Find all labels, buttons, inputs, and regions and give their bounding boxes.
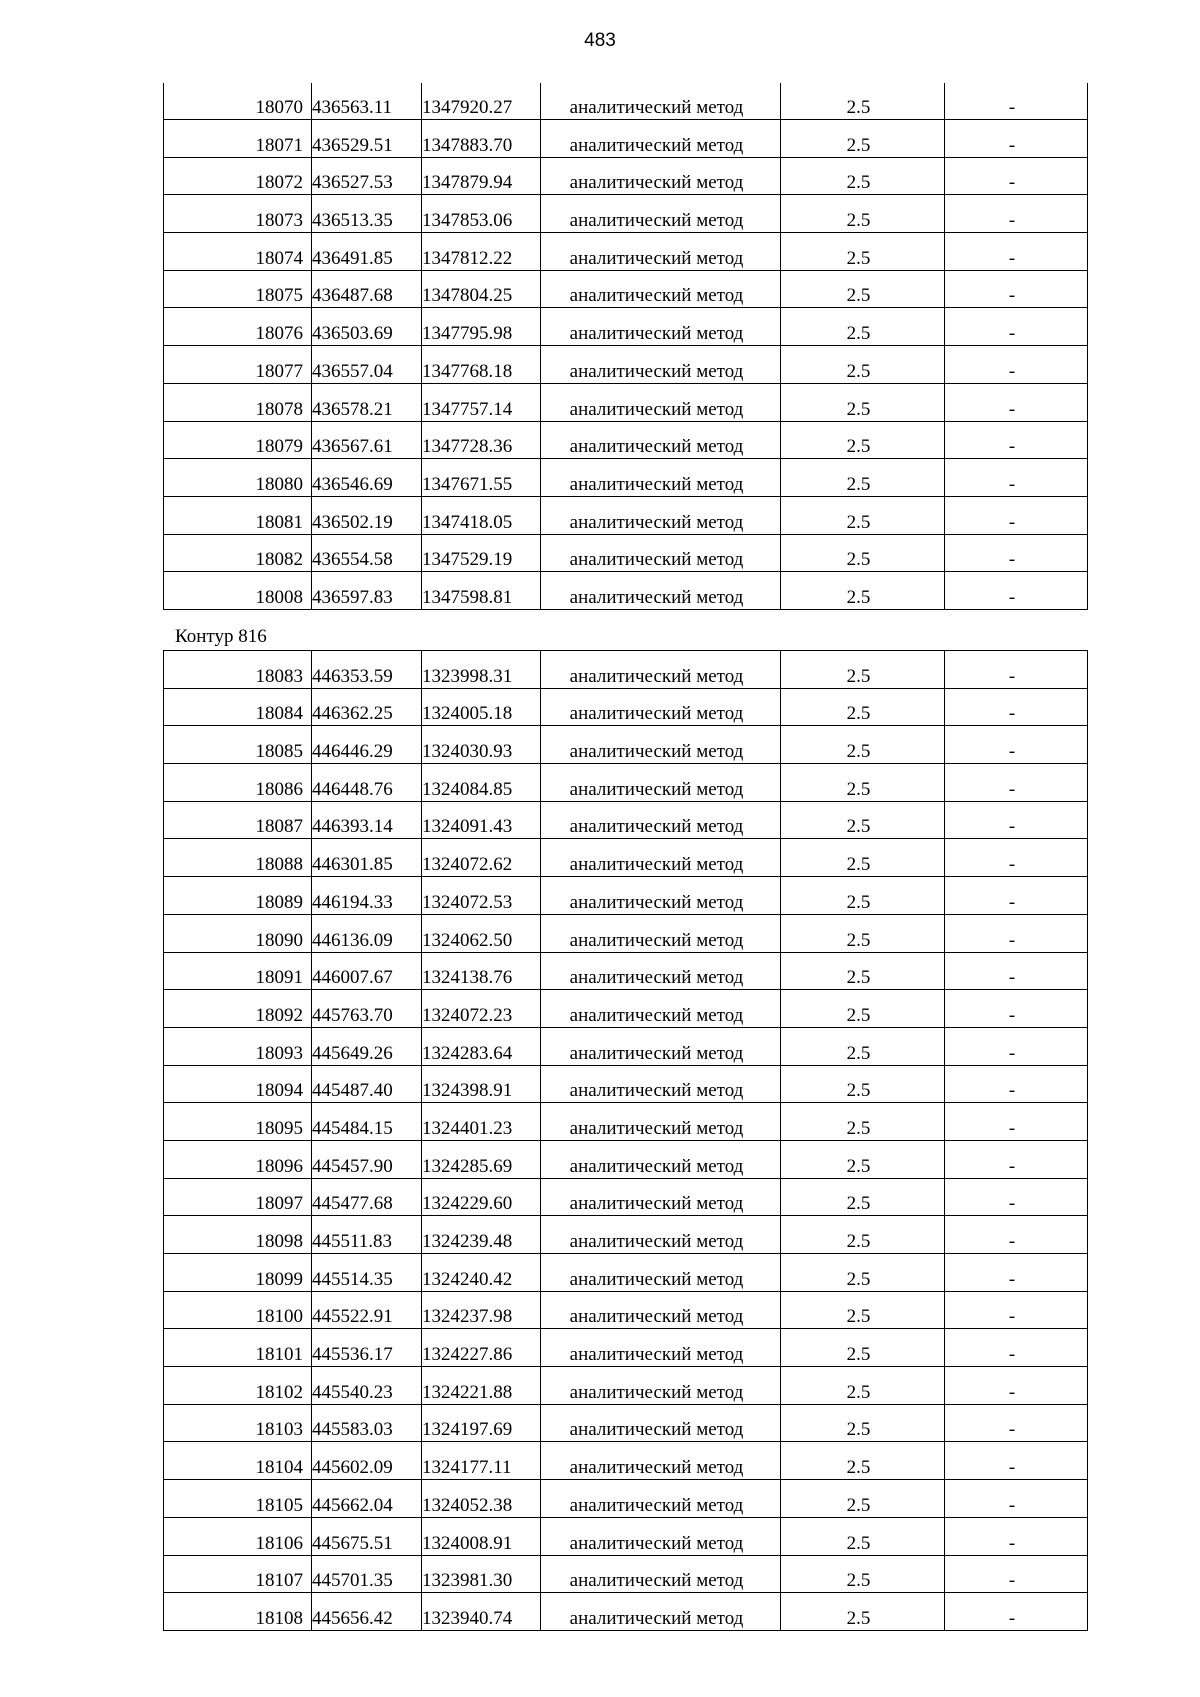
method-cell: аналитический метод: [541, 1404, 781, 1442]
y-coordinate-cell: 1324052.38: [422, 1480, 541, 1518]
x-coordinate-cell: 436529.51: [312, 120, 422, 158]
method-cell: аналитический метод: [541, 726, 781, 764]
y-coordinate-cell: 1324008.91: [422, 1517, 541, 1555]
point-number-cell: 18096: [164, 1140, 312, 1178]
y-coordinate-cell: 1324091.43: [422, 801, 541, 839]
y-coordinate-cell: 1324283.64: [422, 1027, 541, 1065]
y-coordinate-cell: 1347728.36: [422, 421, 541, 459]
point-number-cell: 18079: [164, 421, 312, 459]
method-cell: аналитический метод: [541, 764, 781, 802]
note-cell: -: [945, 1216, 1088, 1254]
x-coordinate-cell: 436578.21: [312, 383, 422, 421]
note-cell: -: [945, 1329, 1088, 1367]
x-coordinate-cell: 445484.15: [312, 1103, 422, 1141]
point-number-cell: 18088: [164, 839, 312, 877]
accuracy-cell: 2.5: [781, 1593, 945, 1631]
x-coordinate-cell: 436557.04: [312, 346, 422, 384]
point-number-cell: 18103: [164, 1404, 312, 1442]
point-number-cell: 18087: [164, 801, 312, 839]
method-cell: аналитический метод: [541, 459, 781, 497]
point-number-cell: 18075: [164, 270, 312, 308]
accuracy-cell: 2.5: [781, 270, 945, 308]
note-cell: -: [945, 1555, 1088, 1593]
point-number-cell: 18102: [164, 1367, 312, 1405]
point-number-cell: 18008: [164, 572, 312, 610]
y-coordinate-cell: 1347920.27: [422, 83, 541, 120]
note-cell: -: [945, 651, 1088, 689]
method-cell: аналитический метод: [541, 877, 781, 915]
table-row: [164, 534, 1088, 572]
y-coordinate-cell: 1324005.18: [422, 688, 541, 726]
table-row: [164, 726, 1088, 764]
accuracy-cell: 2.5: [781, 1178, 945, 1216]
coordinates-table-contour-816: [163, 650, 1088, 1631]
method-cell: аналитический метод: [541, 1442, 781, 1480]
x-coordinate-cell: 446362.25: [312, 688, 422, 726]
table-row: [164, 1480, 1088, 1518]
table-row: [164, 914, 1088, 952]
y-coordinate-cell: 1324401.23: [422, 1103, 541, 1141]
note-cell: -: [945, 1442, 1088, 1480]
point-number-cell: 18090: [164, 914, 312, 952]
point-number-cell: 18076: [164, 308, 312, 346]
page-number: 483: [584, 30, 616, 51]
note-cell: -: [945, 346, 1088, 384]
accuracy-cell: 2.5: [781, 1517, 945, 1555]
note-cell: -: [945, 1140, 1088, 1178]
x-coordinate-cell: 445522.91: [312, 1291, 422, 1329]
note-cell: -: [945, 1291, 1088, 1329]
point-number-cell: 18084: [164, 688, 312, 726]
x-coordinate-cell: 436546.69: [312, 459, 422, 497]
note-cell: -: [945, 459, 1088, 497]
x-coordinate-cell: 446448.76: [312, 764, 422, 802]
method-cell: аналитический метод: [541, 383, 781, 421]
x-coordinate-cell: 445701.35: [312, 1555, 422, 1593]
y-coordinate-cell: 1324084.85: [422, 764, 541, 802]
table-row: [164, 1442, 1088, 1480]
method-cell: аналитический метод: [541, 83, 781, 120]
x-coordinate-cell: 436487.68: [312, 270, 422, 308]
y-coordinate-cell: 1347598.81: [422, 572, 541, 610]
table-row: [164, 270, 1088, 308]
accuracy-cell: 2.5: [781, 1027, 945, 1065]
method-cell: аналитический метод: [541, 1480, 781, 1518]
y-coordinate-cell: 1324240.42: [422, 1254, 541, 1292]
y-coordinate-cell: 1324062.50: [422, 914, 541, 952]
note-cell: -: [945, 801, 1088, 839]
y-coordinate-cell: 1324239.48: [422, 1216, 541, 1254]
y-coordinate-cell: 1324398.91: [422, 1065, 541, 1103]
y-coordinate-cell: 1347671.55: [422, 459, 541, 497]
note-cell: -: [945, 421, 1088, 459]
method-cell: аналитический метод: [541, 1065, 781, 1103]
table-row: [164, 1065, 1088, 1103]
method-cell: аналитический метод: [541, 195, 781, 233]
note-cell: -: [945, 1103, 1088, 1141]
x-coordinate-cell: 436554.58: [312, 534, 422, 572]
table-row: [164, 1178, 1088, 1216]
note-cell: -: [945, 726, 1088, 764]
note-cell: -: [945, 534, 1088, 572]
table-row: [164, 1593, 1088, 1631]
method-cell: аналитический метод: [541, 1555, 781, 1593]
accuracy-cell: 2.5: [781, 233, 945, 271]
table-row: [164, 1404, 1088, 1442]
point-number-cell: 18099: [164, 1254, 312, 1292]
accuracy-cell: 2.5: [781, 383, 945, 421]
table-row: [164, 308, 1088, 346]
note-cell: -: [945, 1517, 1088, 1555]
accuracy-cell: 2.5: [781, 346, 945, 384]
note-cell: -: [945, 1027, 1088, 1065]
method-cell: аналитический метод: [541, 233, 781, 271]
method-cell: аналитический метод: [541, 1329, 781, 1367]
note-cell: -: [945, 1178, 1088, 1216]
point-number-cell: 18081: [164, 496, 312, 534]
table-row: [164, 1103, 1088, 1141]
point-number-cell: 18105: [164, 1480, 312, 1518]
note-cell: -: [945, 572, 1088, 610]
note-cell: -: [945, 1593, 1088, 1631]
point-number-cell: 18100: [164, 1291, 312, 1329]
note-cell: -: [945, 120, 1088, 158]
y-coordinate-cell: 1347879.94: [422, 157, 541, 195]
point-number-cell: 18093: [164, 1027, 312, 1065]
table-row: [164, 1367, 1088, 1405]
y-coordinate-cell: 1324285.69: [422, 1140, 541, 1178]
x-coordinate-cell: 445662.04: [312, 1480, 422, 1518]
y-coordinate-cell: 1347757.14: [422, 383, 541, 421]
accuracy-cell: 2.5: [781, 1254, 945, 1292]
table-row: [164, 83, 1088, 120]
x-coordinate-cell: 445602.09: [312, 1442, 422, 1480]
x-coordinate-cell: 445763.70: [312, 990, 422, 1028]
note-cell: -: [945, 839, 1088, 877]
table-row: [164, 1216, 1088, 1254]
x-coordinate-cell: 445457.90: [312, 1140, 422, 1178]
y-coordinate-cell: 1347853.06: [422, 195, 541, 233]
table-row: [164, 572, 1088, 610]
accuracy-cell: 2.5: [781, 459, 945, 497]
y-coordinate-cell: 1324030.93: [422, 726, 541, 764]
note-cell: -: [945, 914, 1088, 952]
x-coordinate-cell: 445583.03: [312, 1404, 422, 1442]
point-number-cell: 18107: [164, 1555, 312, 1593]
x-coordinate-cell: 445540.23: [312, 1367, 422, 1405]
method-cell: аналитический метод: [541, 157, 781, 195]
point-number-cell: 18094: [164, 1065, 312, 1103]
accuracy-cell: 2.5: [781, 688, 945, 726]
y-coordinate-cell: 1347795.98: [422, 308, 541, 346]
table-row: [164, 233, 1088, 271]
accuracy-cell: 2.5: [781, 1065, 945, 1103]
note-cell: -: [945, 1367, 1088, 1405]
x-coordinate-cell: 446353.59: [312, 651, 422, 689]
method-cell: аналитический метод: [541, 496, 781, 534]
method-cell: аналитический метод: [541, 801, 781, 839]
x-coordinate-cell: 446194.33: [312, 877, 422, 915]
table-row: [164, 764, 1088, 802]
y-coordinate-cell: 1324237.98: [422, 1291, 541, 1329]
accuracy-cell: 2.5: [781, 764, 945, 802]
point-number-cell: 18077: [164, 346, 312, 384]
x-coordinate-cell: 446393.14: [312, 801, 422, 839]
method-cell: аналитический метод: [541, 952, 781, 990]
y-coordinate-cell: 1324072.23: [422, 990, 541, 1028]
point-number-cell: 18078: [164, 383, 312, 421]
y-coordinate-cell: 1347529.19: [422, 534, 541, 572]
method-cell: аналитический метод: [541, 1027, 781, 1065]
note-cell: -: [945, 195, 1088, 233]
method-cell: аналитический метод: [541, 534, 781, 572]
y-coordinate-cell: 1323981.30: [422, 1555, 541, 1593]
method-cell: аналитический метод: [541, 1216, 781, 1254]
accuracy-cell: 2.5: [781, 120, 945, 158]
note-cell: -: [945, 83, 1088, 120]
point-number-cell: 18083: [164, 651, 312, 689]
point-number-cell: 18106: [164, 1517, 312, 1555]
table-row: [164, 383, 1088, 421]
accuracy-cell: 2.5: [781, 1329, 945, 1367]
x-coordinate-cell: 436563.11: [312, 83, 422, 120]
accuracy-cell: 2.5: [781, 157, 945, 195]
x-coordinate-cell: 436567.61: [312, 421, 422, 459]
y-coordinate-cell: 1347883.70: [422, 120, 541, 158]
accuracy-cell: 2.5: [781, 195, 945, 233]
table-row: [164, 1329, 1088, 1367]
point-number-cell: 18089: [164, 877, 312, 915]
x-coordinate-cell: 446136.09: [312, 914, 422, 952]
table-row: [164, 1555, 1088, 1593]
x-coordinate-cell: 436513.35: [312, 195, 422, 233]
method-cell: аналитический метод: [541, 1103, 781, 1141]
y-coordinate-cell: 1324177.11: [422, 1442, 541, 1480]
x-coordinate-cell: 445477.68: [312, 1178, 422, 1216]
table-row: [164, 120, 1088, 158]
method-cell: аналитический метод: [541, 308, 781, 346]
note-cell: -: [945, 1065, 1088, 1103]
method-cell: аналитический метод: [541, 346, 781, 384]
coordinates-table-top: [163, 83, 1088, 610]
method-cell: аналитический метод: [541, 1178, 781, 1216]
point-number-cell: 18104: [164, 1442, 312, 1480]
table-row: [164, 195, 1088, 233]
note-cell: -: [945, 383, 1088, 421]
method-cell: аналитический метод: [541, 1291, 781, 1329]
point-number-cell: 18092: [164, 990, 312, 1028]
accuracy-cell: 2.5: [781, 1140, 945, 1178]
method-cell: аналитический метод: [541, 270, 781, 308]
method-cell: аналитический метод: [541, 651, 781, 689]
x-coordinate-cell: 445487.40: [312, 1065, 422, 1103]
note-cell: -: [945, 1480, 1088, 1518]
method-cell: аналитический метод: [541, 421, 781, 459]
accuracy-cell: 2.5: [781, 1367, 945, 1405]
y-coordinate-cell: 1324138.76: [422, 952, 541, 990]
contour-label: Контур 816: [175, 626, 267, 647]
y-coordinate-cell: 1347812.22: [422, 233, 541, 271]
note-cell: -: [945, 233, 1088, 271]
y-coordinate-cell: 1347804.25: [422, 270, 541, 308]
x-coordinate-cell: 445536.17: [312, 1329, 422, 1367]
x-coordinate-cell: 445514.35: [312, 1254, 422, 1292]
x-coordinate-cell: 445675.51: [312, 1517, 422, 1555]
point-number-cell: 18072: [164, 157, 312, 195]
table-row: [164, 421, 1088, 459]
accuracy-cell: 2.5: [781, 83, 945, 120]
point-number-cell: 18071: [164, 120, 312, 158]
x-coordinate-cell: 446446.29: [312, 726, 422, 764]
note-cell: -: [945, 496, 1088, 534]
accuracy-cell: 2.5: [781, 990, 945, 1028]
y-coordinate-cell: 1324072.62: [422, 839, 541, 877]
y-coordinate-cell: 1347768.18: [422, 346, 541, 384]
note-cell: -: [945, 764, 1088, 802]
accuracy-cell: 2.5: [781, 1555, 945, 1593]
accuracy-cell: 2.5: [781, 1216, 945, 1254]
accuracy-cell: 2.5: [781, 534, 945, 572]
table-row: [164, 839, 1088, 877]
method-cell: аналитический метод: [541, 1140, 781, 1178]
note-cell: -: [945, 308, 1088, 346]
accuracy-cell: 2.5: [781, 877, 945, 915]
x-coordinate-cell: 446007.67: [312, 952, 422, 990]
point-number-cell: 18095: [164, 1103, 312, 1141]
accuracy-cell: 2.5: [781, 572, 945, 610]
y-coordinate-cell: 1324227.86: [422, 1329, 541, 1367]
note-cell: -: [945, 952, 1088, 990]
table-row: [164, 1254, 1088, 1292]
y-coordinate-cell: 1323940.74: [422, 1593, 541, 1631]
note-cell: -: [945, 877, 1088, 915]
accuracy-cell: 2.5: [781, 914, 945, 952]
table-row: [164, 877, 1088, 915]
table-row: [164, 157, 1088, 195]
note-cell: -: [945, 1404, 1088, 1442]
accuracy-cell: 2.5: [781, 839, 945, 877]
x-coordinate-cell: 445656.42: [312, 1593, 422, 1631]
note-cell: -: [945, 1254, 1088, 1292]
method-cell: аналитический метод: [541, 120, 781, 158]
point-number-cell: 18073: [164, 195, 312, 233]
method-cell: аналитический метод: [541, 990, 781, 1028]
point-number-cell: 18108: [164, 1593, 312, 1631]
x-coordinate-cell: 436503.69: [312, 308, 422, 346]
table-row: [164, 952, 1088, 990]
accuracy-cell: 2.5: [781, 496, 945, 534]
x-coordinate-cell: 445511.83: [312, 1216, 422, 1254]
x-coordinate-cell: 436502.19: [312, 496, 422, 534]
y-coordinate-cell: 1323998.31: [422, 651, 541, 689]
note-cell: -: [945, 688, 1088, 726]
x-coordinate-cell: 445649.26: [312, 1027, 422, 1065]
accuracy-cell: 2.5: [781, 1404, 945, 1442]
accuracy-cell: 2.5: [781, 308, 945, 346]
method-cell: аналитический метод: [541, 572, 781, 610]
table-row: [164, 990, 1088, 1028]
table-row: [164, 1027, 1088, 1065]
accuracy-cell: 2.5: [781, 726, 945, 764]
y-coordinate-cell: 1324229.60: [422, 1178, 541, 1216]
point-number-cell: 18091: [164, 952, 312, 990]
note-cell: -: [945, 270, 1088, 308]
point-number-cell: 18070: [164, 83, 312, 120]
x-coordinate-cell: 436491.85: [312, 233, 422, 271]
point-number-cell: 18082: [164, 534, 312, 572]
point-number-cell: 18098: [164, 1216, 312, 1254]
point-number-cell: 18097: [164, 1178, 312, 1216]
x-coordinate-cell: 436597.83: [312, 572, 422, 610]
y-coordinate-cell: 1324072.53: [422, 877, 541, 915]
accuracy-cell: 2.5: [781, 801, 945, 839]
x-coordinate-cell: 436527.53: [312, 157, 422, 195]
table-row: [164, 346, 1088, 384]
y-coordinate-cell: 1347418.05: [422, 496, 541, 534]
method-cell: аналитический метод: [541, 1367, 781, 1405]
table-row: [164, 496, 1088, 534]
method-cell: аналитический метод: [541, 839, 781, 877]
accuracy-cell: 2.5: [781, 421, 945, 459]
point-number-cell: 18086: [164, 764, 312, 802]
method-cell: аналитический метод: [541, 1254, 781, 1292]
point-number-cell: 18080: [164, 459, 312, 497]
table-row: [164, 459, 1088, 497]
accuracy-cell: 2.5: [781, 1442, 945, 1480]
point-number-cell: 18101: [164, 1329, 312, 1367]
table-row: [164, 801, 1088, 839]
y-coordinate-cell: 1324197.69: [422, 1404, 541, 1442]
method-cell: аналитический метод: [541, 914, 781, 952]
method-cell: аналитический метод: [541, 688, 781, 726]
table-row: [164, 688, 1088, 726]
accuracy-cell: 2.5: [781, 1103, 945, 1141]
x-coordinate-cell: 446301.85: [312, 839, 422, 877]
accuracy-cell: 2.5: [781, 651, 945, 689]
table-row: [164, 651, 1088, 689]
accuracy-cell: 2.5: [781, 952, 945, 990]
point-number-cell: 18085: [164, 726, 312, 764]
note-cell: -: [945, 157, 1088, 195]
point-number-cell: 18074: [164, 233, 312, 271]
accuracy-cell: 2.5: [781, 1480, 945, 1518]
method-cell: аналитический метод: [541, 1517, 781, 1555]
method-cell: аналитический метод: [541, 1593, 781, 1631]
note-cell: -: [945, 990, 1088, 1028]
table-row: [164, 1517, 1088, 1555]
accuracy-cell: 2.5: [781, 1291, 945, 1329]
y-coordinate-cell: 1324221.88: [422, 1367, 541, 1405]
table-row: [164, 1140, 1088, 1178]
table-row: [164, 1291, 1088, 1329]
